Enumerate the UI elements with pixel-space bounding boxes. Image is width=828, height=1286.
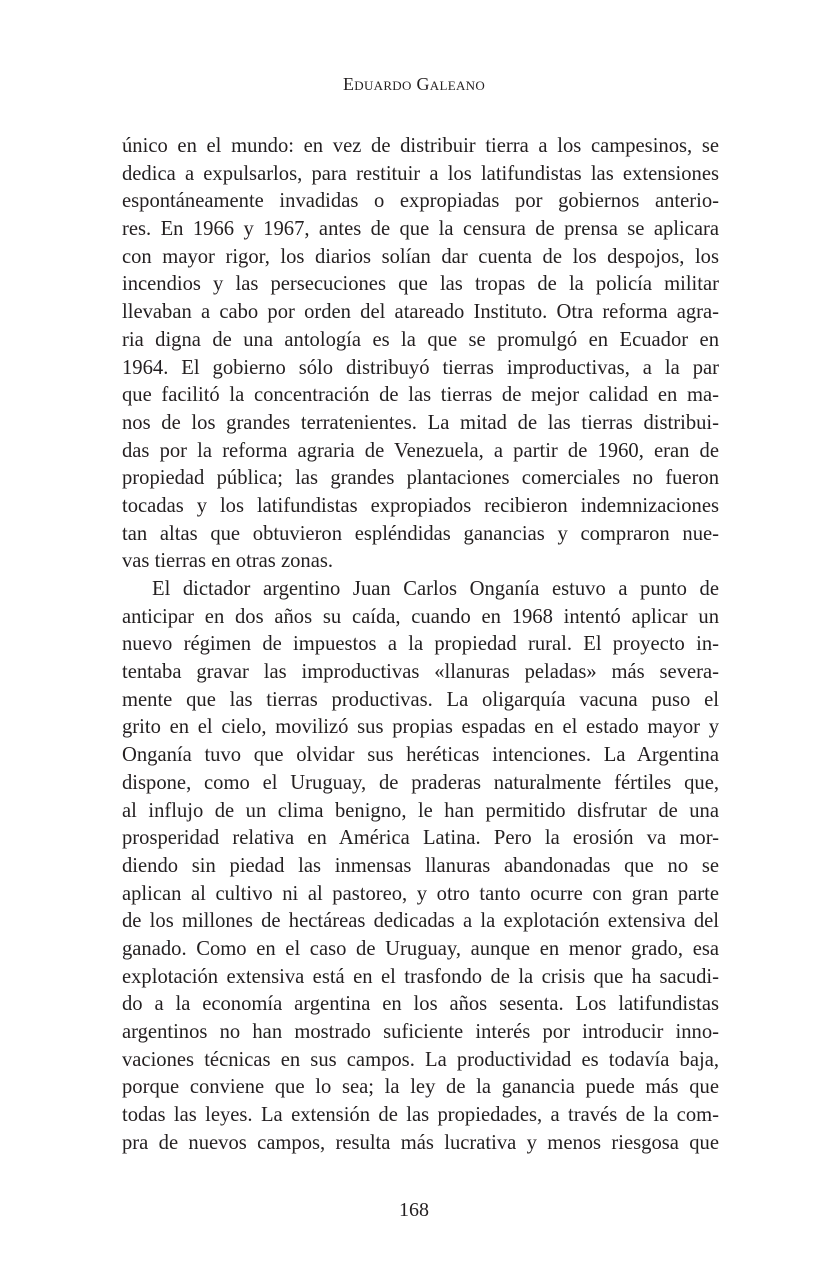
text-line: El dictador argentino Juan Carlos Onganía estuvo a punto de [152, 578, 719, 600]
text-line: vas tierras en otras zonas. [122, 550, 334, 573]
text-line: de los millones de hectáreas dedicadas a la explotación extensiva del [122, 910, 719, 933]
text-line: tan altas que obtuvieron espléndidas ganancias y compraron nue- [122, 522, 719, 545]
text-line: tocadas y los latifundistas expropiados recibieron indemnizaciones [122, 494, 719, 517]
text-line: ganado. Como en el caso de Uruguay, aunque en menor grado, esa [122, 937, 719, 960]
text-line: llevaban a cabo por orden del atareado Instituto. Otra reforma agra- [122, 301, 719, 324]
paragraph [122, 133, 719, 576]
text-line: explotación extensiva está en el trasfondo de la crisis que ha sacudi- [122, 965, 719, 988]
text-line: al influjo de un clima benigno, le han permitido disfrutar de una [122, 799, 719, 822]
text-line: incendios y las persecuciones que las tropas de la policía militar [122, 273, 719, 296]
text-line: todas las leyes. La extensión de las propiedades, a través de la com- [122, 1104, 719, 1127]
text-line: que facilitó la concentración de las tierras de mejor calidad en ma- [122, 384, 719, 407]
text-line: único en el mundo: en vez de distribuir tierra a los campesinos, se [122, 135, 719, 157]
text-line: grito en el cielo, movilizó sus propias espadas en el estado mayor y [122, 716, 719, 739]
text-line: con mayor rigor, los diarios solían dar cuenta de los despojos, los [122, 245, 719, 268]
text-line: res. En 1966 y 1967, antes de que la censura de prensa se aplicara [122, 218, 719, 241]
text-line: vaciones técnicas en sus campos. La productividad es todavía baja, [122, 1048, 719, 1071]
page-number: 168 [399, 1199, 429, 1221]
text-line: nos de los grandes terratenientes. La mitad de las tierras distribui- [122, 411, 719, 434]
text-line: tentaba gravar las improductivas «llanuras peladas» más severa- [122, 661, 719, 684]
text-line: diendo sin piedad las inmensas llanuras abandonadas que no se [122, 854, 719, 877]
text-line: propiedad pública; las grandes plantaciones comerciales no fueron [122, 467, 719, 490]
text-line: dedica a expulsarlos, para restituir a los latifundistas las extensiones [122, 162, 719, 185]
text-line: Onganía tuvo que olvidar sus heréticas intenciones. La Argentina [122, 744, 719, 767]
text-line: das por la reforma agraria de Venezuela, a partir de 1960, eran de [122, 439, 719, 462]
paragraph [122, 576, 719, 1157]
running-header: Eduardo Galeano [342, 74, 486, 94]
text-line: argentinos no han mostrado suficiente interés por introducir inno- [122, 1021, 719, 1043]
text-line: mente que las tierras productivas. La oligarquía vacuna puso el [122, 688, 719, 711]
text-line: dispone, como el Uruguay, de praderas naturalmente fértiles que, [122, 771, 719, 794]
text-line: prosperidad relativa en América Latina. Pero la erosión va mor- [122, 827, 719, 850]
text-line: nuevo régimen de impuestos a la propiedad rural. El proyecto in- [122, 633, 719, 656]
text-line: do a la economía argentina en los años sesenta. Los latifundistas [122, 993, 719, 1016]
text-line: aplican al cultivo ni al pastoreo, y otro tanto ocurre con gran parte [122, 882, 719, 905]
text-line: 1964. El gobierno sólo distribuyó tierras improductivas, a la par [122, 356, 719, 379]
text-line: pra de nuevos campos, resulta más lucrativa y menos riesgosa que [122, 1131, 719, 1154]
text-line: anticipar en dos años su caída, cuando en 1968 intentó aplicar un [122, 605, 719, 628]
text-line: ria digna de una antología es la que se promulgó en Ecuador en [122, 328, 719, 351]
text-line: porque conviene que lo sea; la ley de la ganancia puede más que [122, 1076, 719, 1099]
body-text [122, 133, 719, 1157]
text-line: espontáneamente invadidas o expropiadas por gobiernos anterio- [122, 190, 719, 213]
